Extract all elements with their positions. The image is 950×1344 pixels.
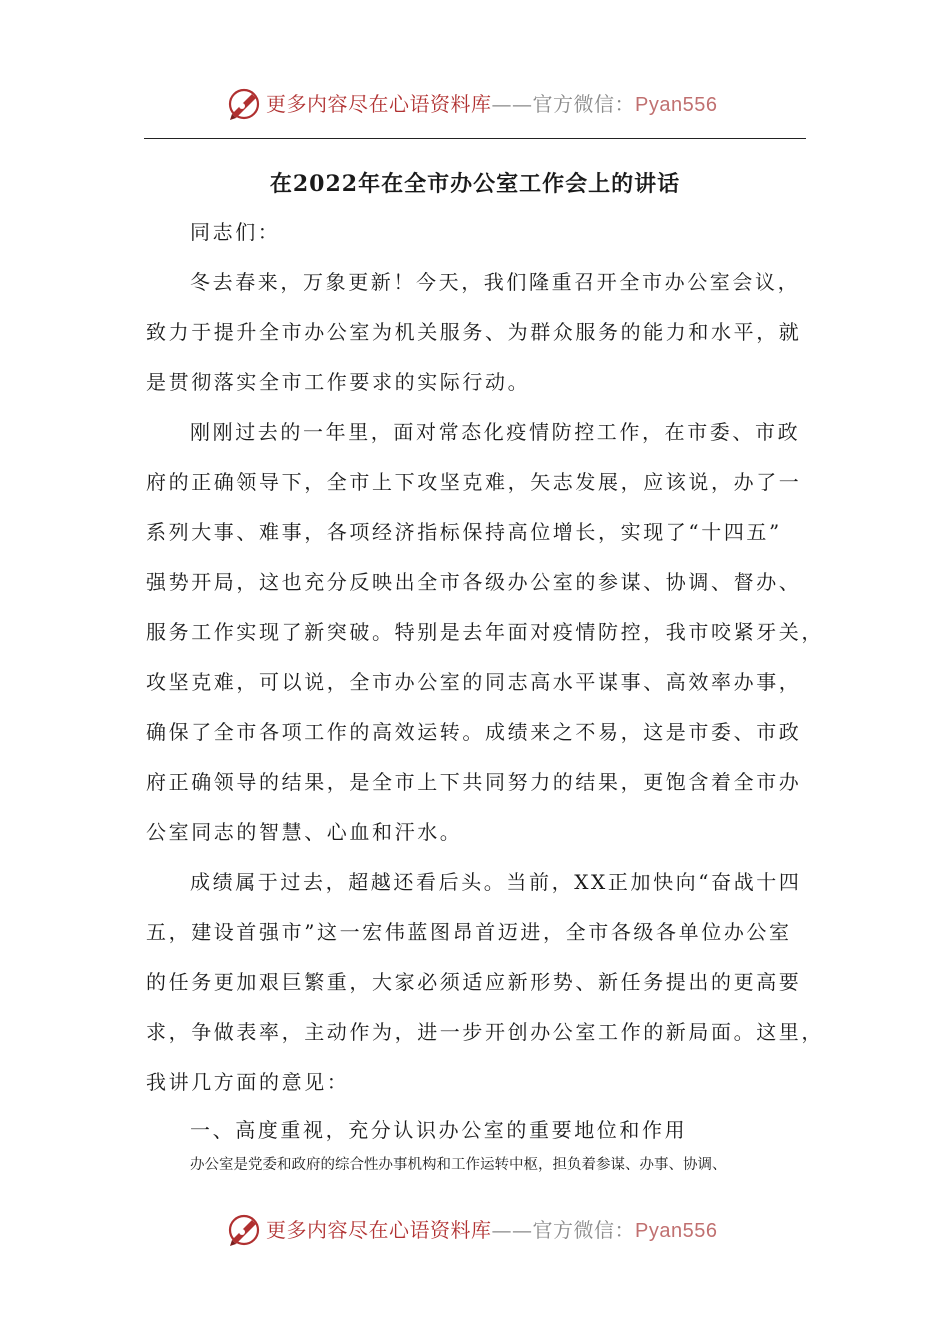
body-line: 攻坚克难，可以说，全市办公室的同志高水平谋事、高效率办事， bbox=[146, 670, 802, 694]
watermark-separator: —— bbox=[491, 1218, 533, 1242]
body-line: 强势开局，这也充分反映出全市各级办公室的参谋、协调、督办、 bbox=[146, 570, 802, 594]
body-line: 是贯彻落实全市工作要求的实际行动。 bbox=[146, 370, 531, 394]
pen-logo-icon bbox=[226, 86, 262, 122]
section-heading: 一、高度重视，充分认识办公室的重要地位和作用 bbox=[190, 1118, 688, 1142]
watermark-wechat-id: Pyan556 bbox=[635, 1220, 718, 1242]
body-line: 系列大事、难事，各项经济指标保持高位增长，实现了“十四五” bbox=[146, 520, 782, 544]
body-line: 府的正确领导下，全市上下攻坚克难，矢志发展，应该说，办了一 bbox=[146, 470, 802, 494]
watermark-text: 更多内容尽在心语资料库 bbox=[266, 92, 492, 116]
body-line: 我讲几方面的意见： bbox=[146, 1070, 350, 1094]
body-line: 府正确领导的结果，是全市上下共同努力的结果，更饱含着全市办 bbox=[146, 770, 802, 794]
body-line: 冬去春来，万象更新！今天，我们隆重召开全市办公室会议， bbox=[190, 270, 801, 294]
document-title: 在2022年在全市办公室工作会上的讲话 bbox=[269, 171, 681, 197]
body-line: 确保了全市各项工作的高效运转。成绩来之不易，这是市委、市政 bbox=[146, 720, 802, 744]
watermark-wechat-id: Pyan556 bbox=[635, 94, 718, 116]
body-line: 的任务更加艰巨繁重，大家必须适应新形势、新任务提出的更高要 bbox=[146, 970, 802, 994]
body-line-small: 办公室是党委和政府的综合性办事机构和工作运转中枢，担负着参谋、办事、协调、 bbox=[190, 1157, 727, 1173]
body-line: 公室同志的智慧、心血和汗水。 bbox=[146, 820, 463, 844]
watermark-wechat-label: 官方微信： bbox=[532, 1218, 635, 1242]
body-line: 成绩属于过去，超越还看后头。当前，XX正加快向“奋战十四 bbox=[190, 870, 802, 894]
body-line: 求，争做表率，主动作为，进一步开创办公室工作的新局面。这里， bbox=[146, 1020, 824, 1044]
watermark-wechat-label: 官方微信： bbox=[532, 92, 635, 116]
footer-watermark-banner bbox=[0, 1210, 950, 1250]
header-divider bbox=[144, 138, 806, 139]
header-watermark-banner bbox=[0, 84, 950, 124]
body-line: 刚刚过去的一年里，面对常态化疫情防控工作，在市委、市政 bbox=[190, 420, 801, 444]
body-line: 致力于提升全市办公室为机关服务、为群众服务的能力和水平，就 bbox=[146, 320, 802, 344]
watermark-separator: —— bbox=[491, 92, 533, 116]
pen-logo-icon bbox=[226, 1212, 262, 1248]
body-line: 服务工作实现了新突破。特别是去年面对疫情防控，我市咬紧牙关， bbox=[146, 620, 824, 644]
body-line: 五，建设首强市”这一宏伟蓝图昂首迈进，全市各级各单位办公室 bbox=[146, 920, 792, 944]
watermark-text: 更多内容尽在心语资料库 bbox=[266, 1218, 492, 1242]
body-line: 同志们： bbox=[190, 220, 281, 244]
